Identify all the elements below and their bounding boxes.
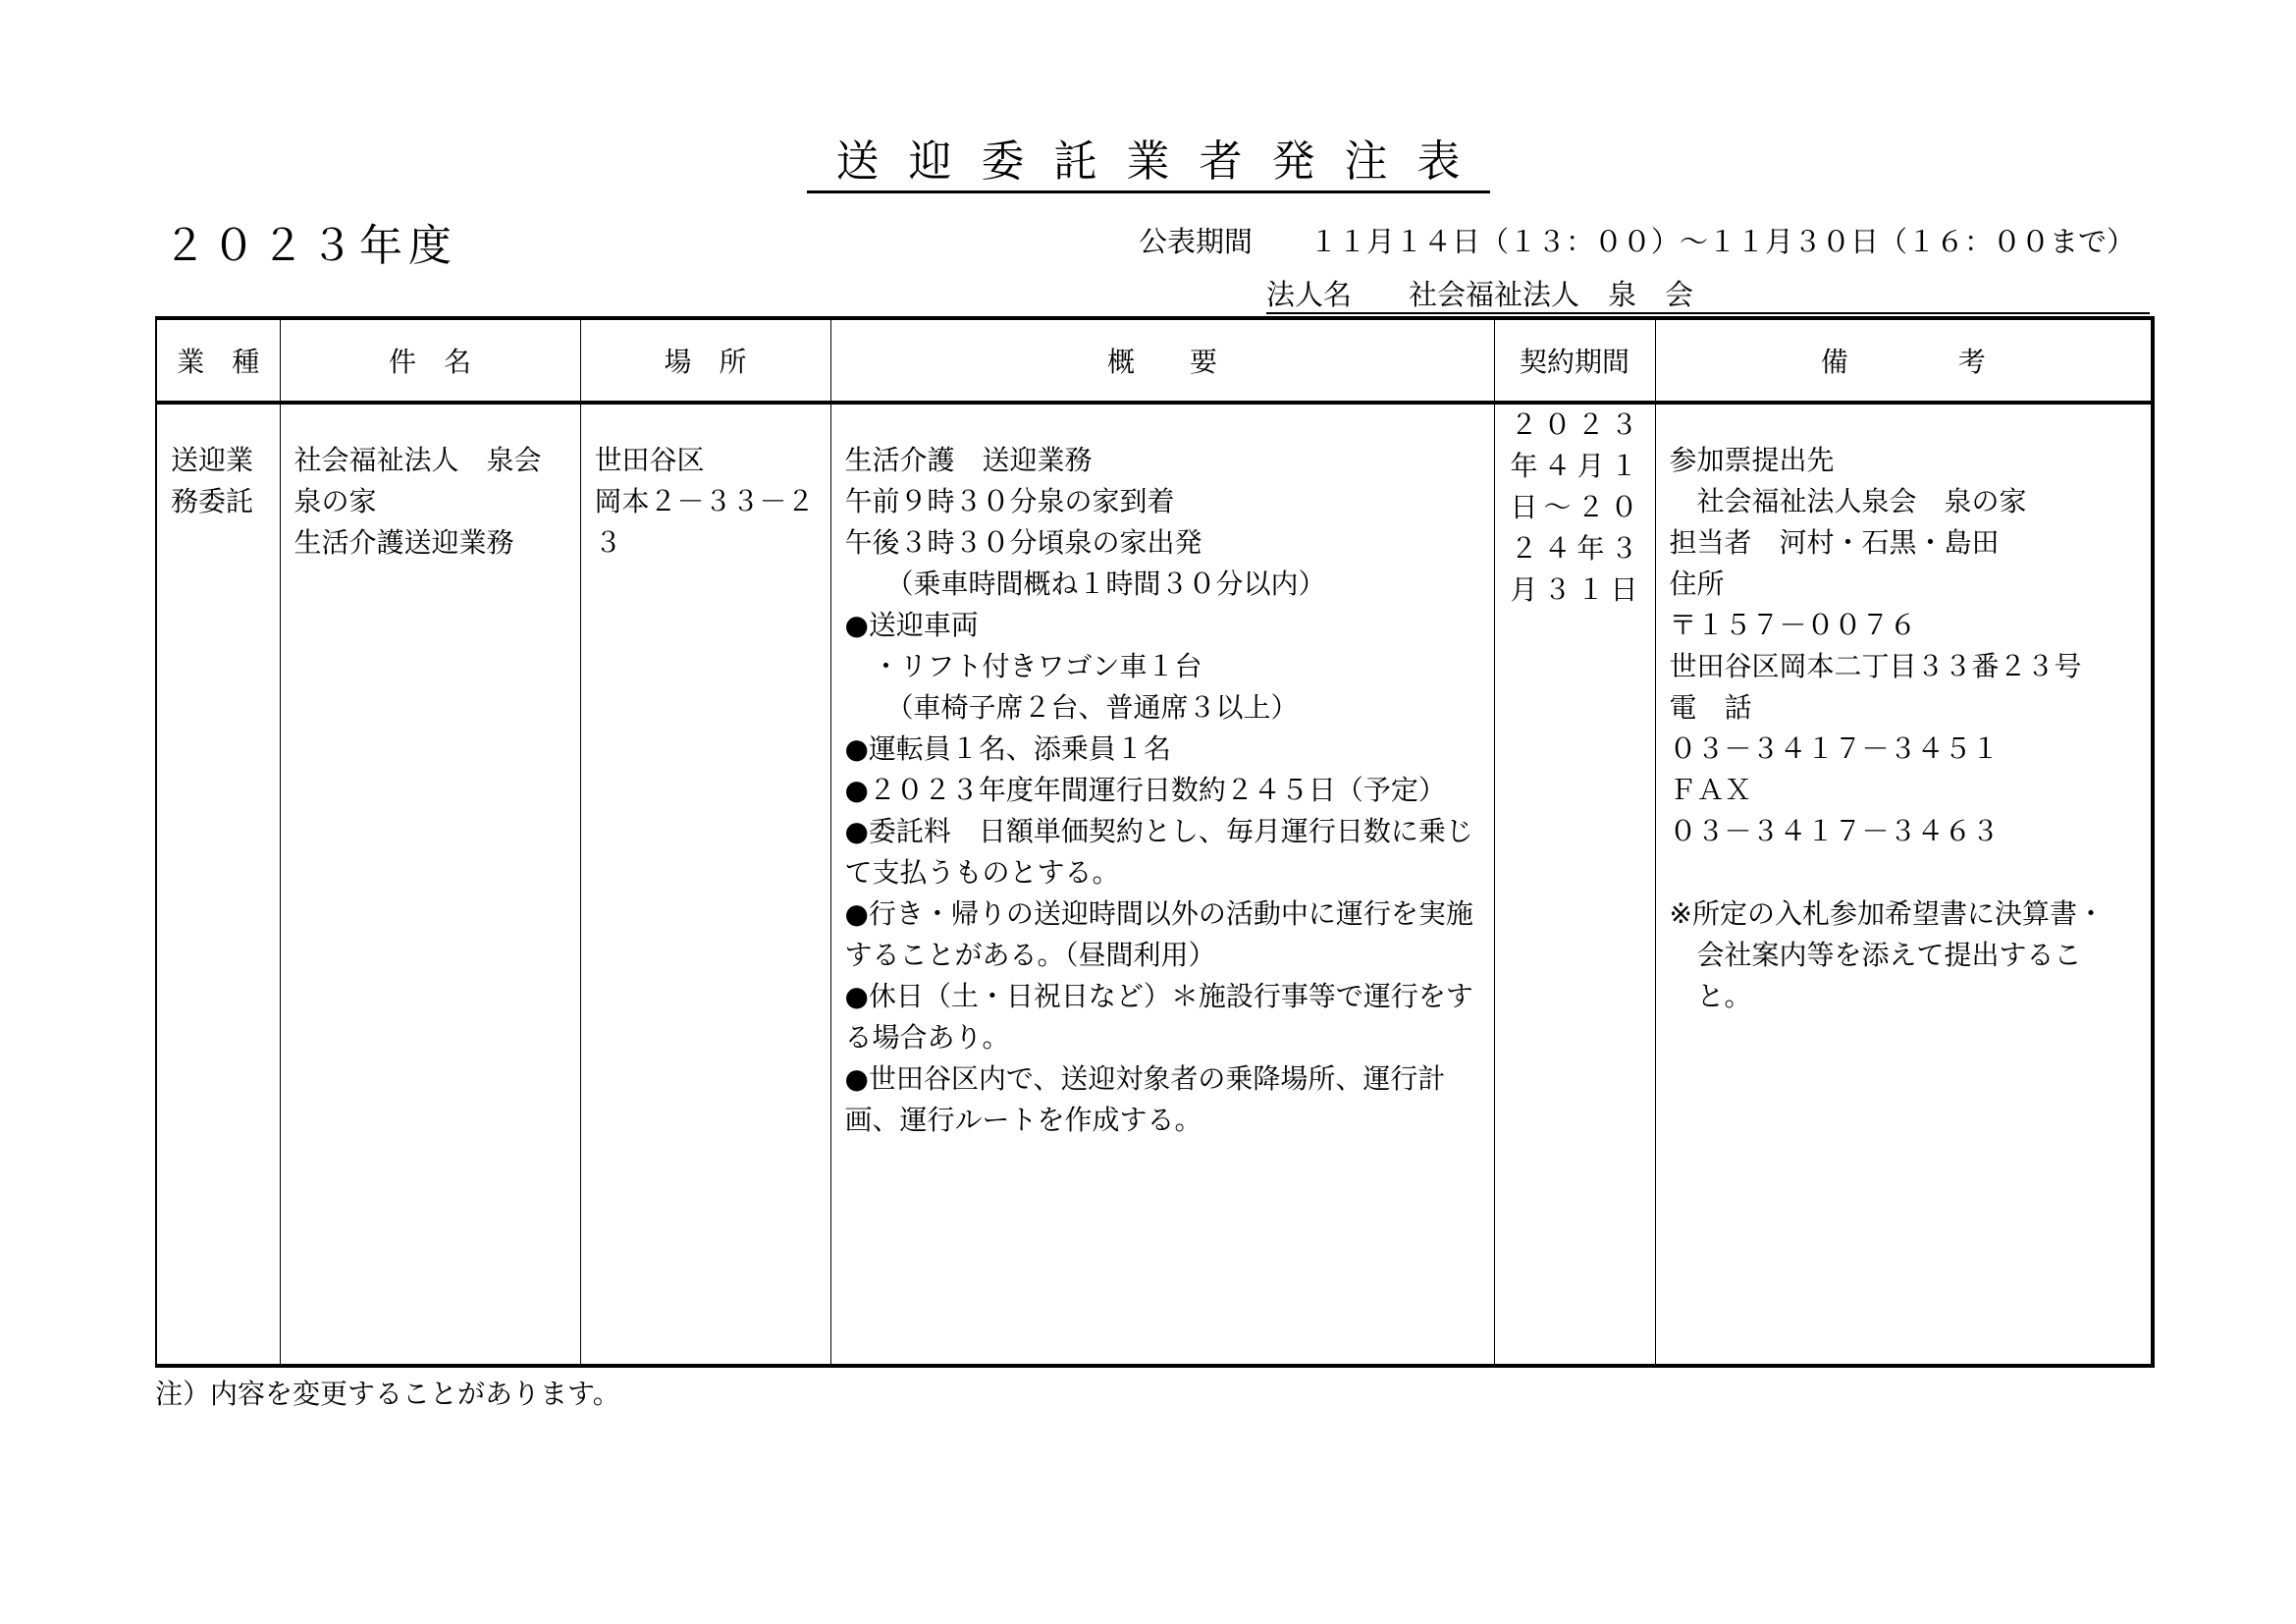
header-summary: 概 要 (830, 318, 1494, 403)
order-table (155, 316, 2155, 1368)
table-row (156, 403, 2153, 1366)
title-text: 送迎委託業者発注表 (807, 136, 1490, 193)
header-place: 場 所 (580, 318, 830, 403)
cell-summary: 生活介護 送迎業務 午前９時３０分泉の家到着 午後３時３０分頃泉の家出発 （乗車時間概ね１時間３０分以内） ●送迎車両 ・リフト付きワゴン車１台 （車椅子席２台、普通席３以上） ●運転員１名、添乗員１名 ●２０２３年度年間運行日数約２４５日（予定） ●委託料 日額単価契約とし、毎月運行日数に乗じて支払うものとする。 ●行き・帰りの送迎時間以外の活動中に運行を実施することがある。（昼間利用） ●休日（土・日祝日など）＊施設行事等で運行をする場合あり。 ●世田谷区内で、送迎対象者の乗降場所、運行計画、運行ルートを作成する。 (830, 403, 1494, 1366)
cell-name: 社会福祉法人 泉会 泉の家 生活介護送迎業務 (280, 403, 580, 1366)
footnote: 注）内容を変更することがあります。 (155, 1378, 620, 1410)
publication-period: 公表期間 １１月１４日（１３：００）～１１月３０日（１６：００まで） (1139, 225, 2136, 258)
fiscal-year: ２０２３年度 (163, 221, 457, 271)
header-row (156, 318, 2153, 403)
cell-type: 送迎業務委託 (156, 403, 280, 1366)
corporation-name: 法人名 社会福祉法人 泉 会 (1266, 277, 2150, 314)
cell-place: 世田谷区 岡本２－３３－２３ (580, 403, 830, 1366)
cell-remarks: 参加票提出先 社会福祉法人泉会 泉の家 担当者 河村・石黒・島田 住所 〒１５７－００７６ 世田谷区岡本二丁目３３番２３号 電 話 ０３－３４１７－３４５１ ＦＡＸ ０３－３４１７－３４６３ ※所定の入札参加希望書に決算書・ 会社案内等を添えて提出するこ と。 (1655, 403, 2153, 1366)
header-type: 業 種 (156, 318, 280, 403)
cell-term: ２０２３年４月１日～２０２４年３月３１日 (1494, 403, 1655, 1366)
header-remarks: 備 考 (1655, 318, 2153, 403)
header-name: 件 名 (280, 318, 580, 403)
header-term: 契約期間 (1494, 318, 1655, 403)
page-title (0, 126, 2296, 189)
